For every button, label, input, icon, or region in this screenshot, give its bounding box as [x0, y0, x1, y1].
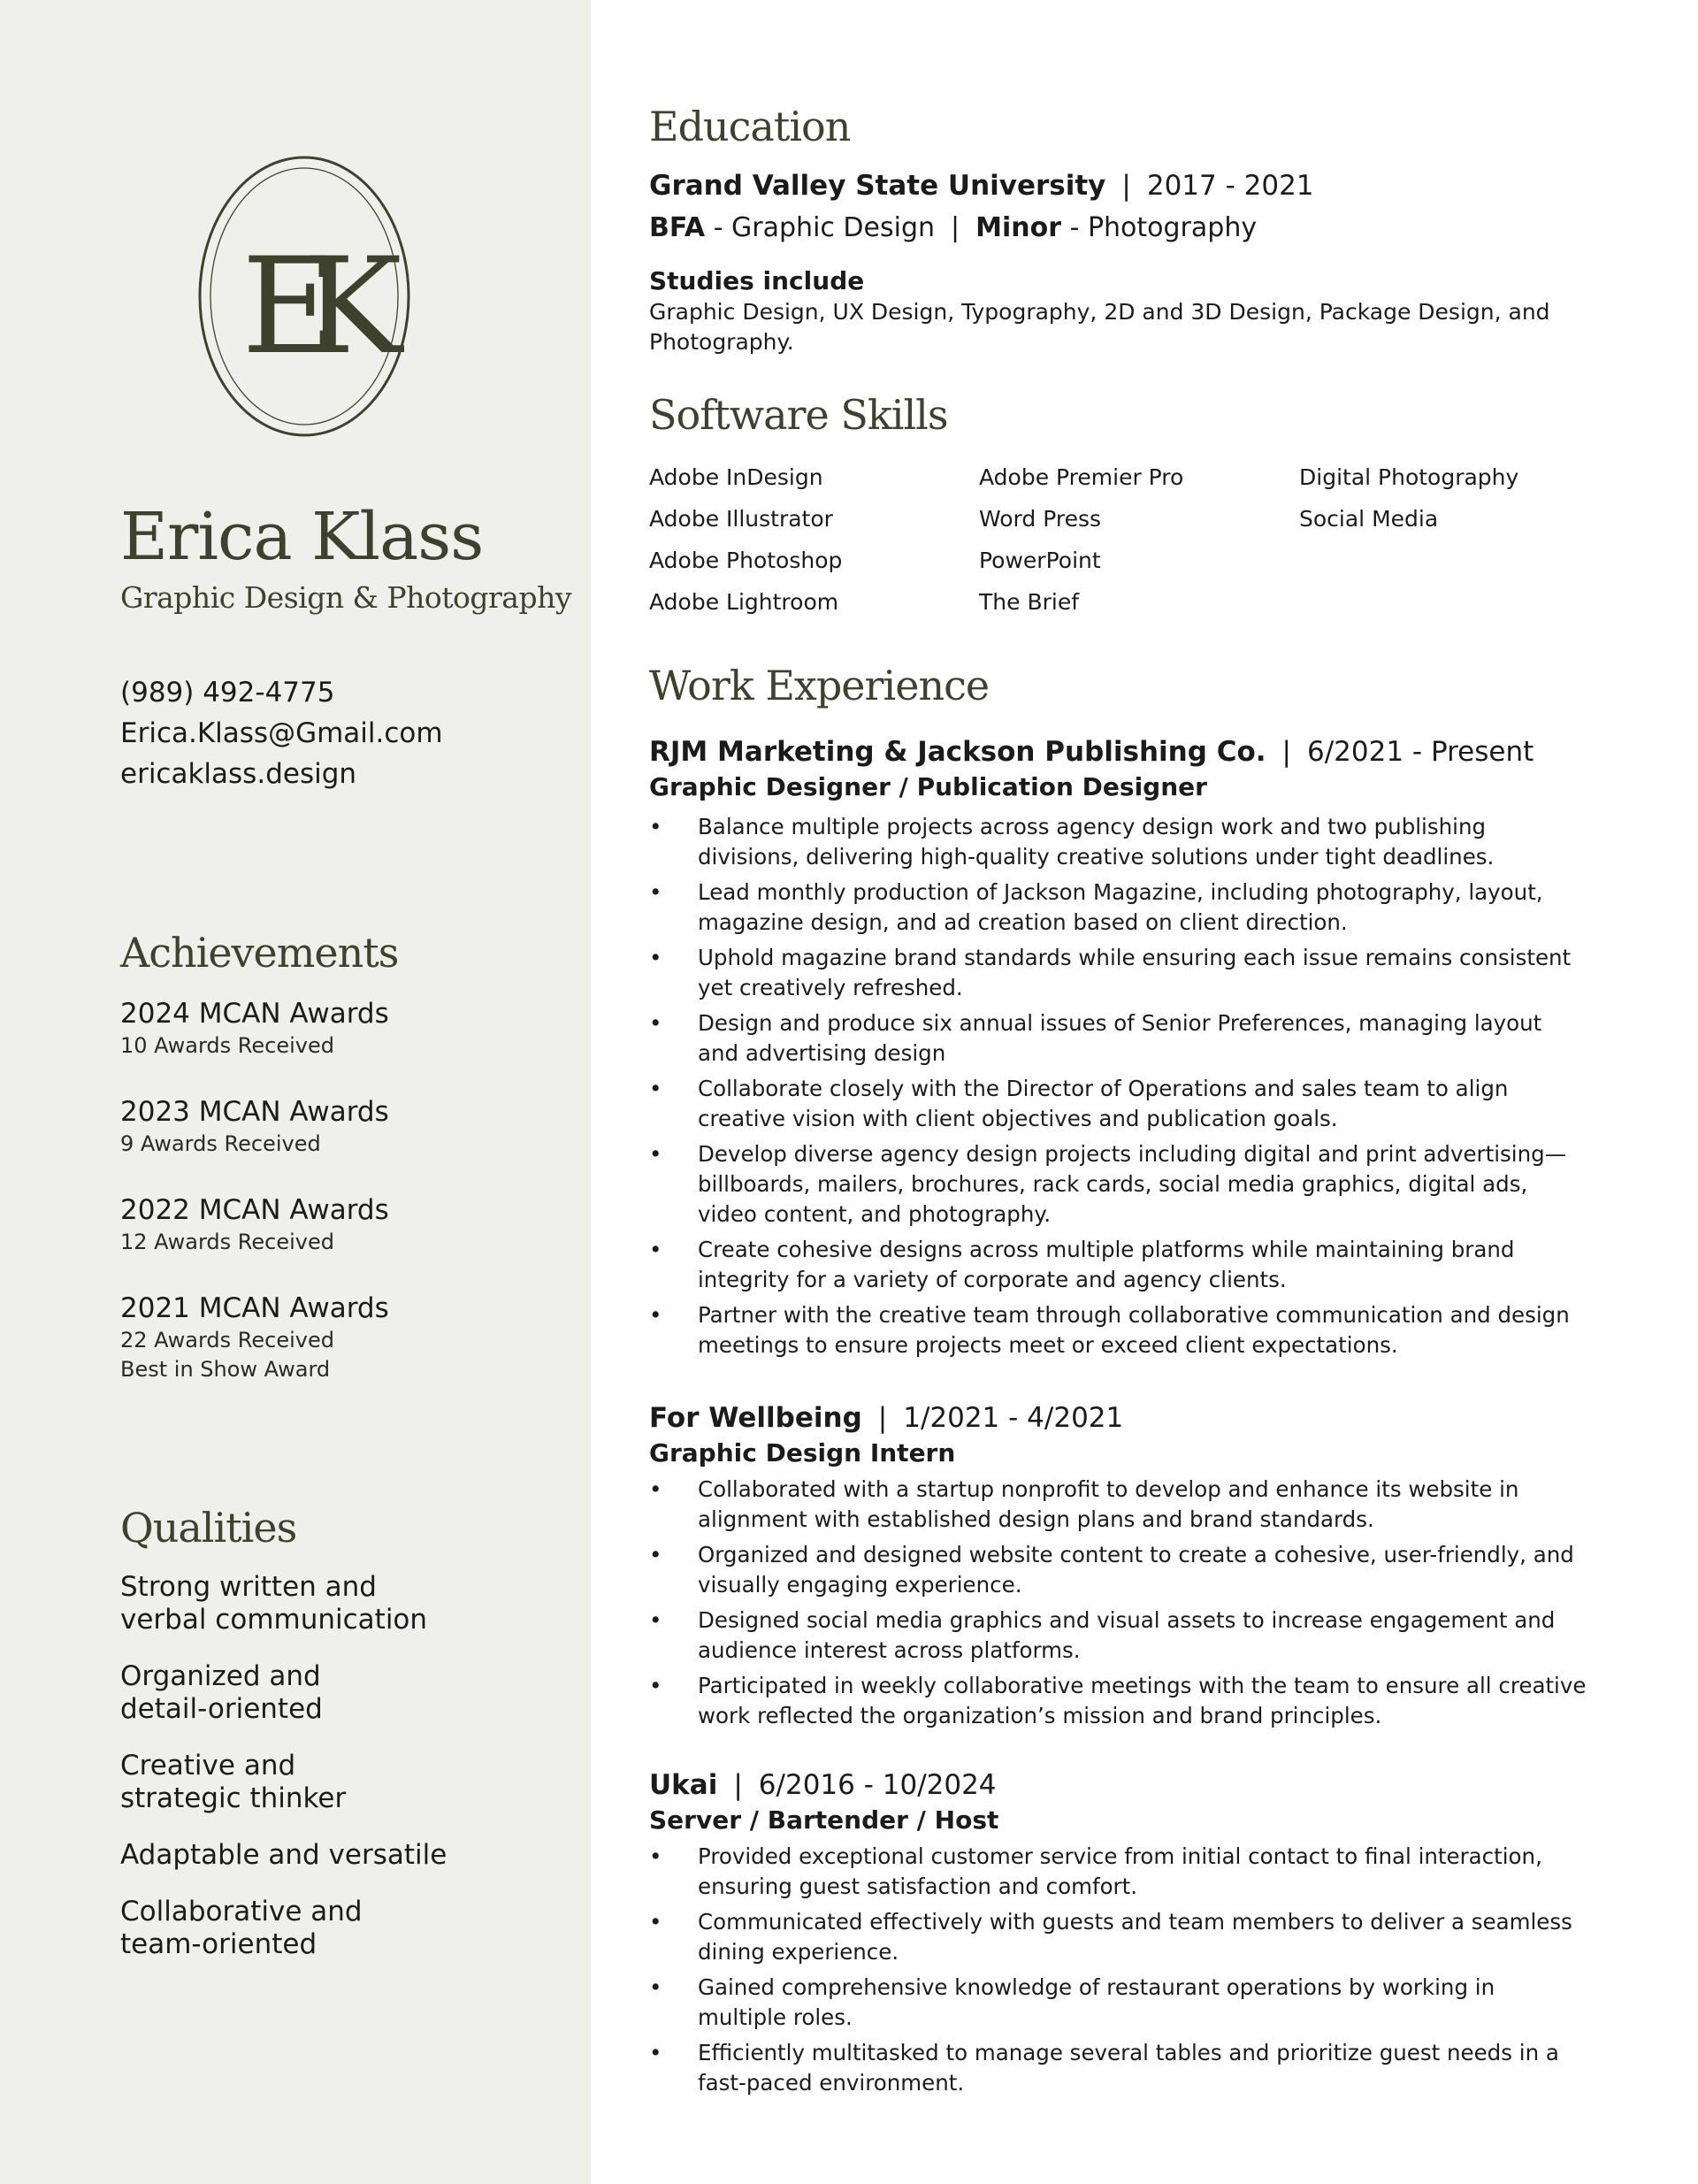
job-dates: 1/2021 - 4/2021	[903, 1402, 1124, 1434]
website: ericaklass.design	[120, 758, 357, 790]
skill-item: Adobe InDesign	[649, 464, 823, 490]
bullet-item: • Design and produce six annual issues of Senior Preferences, managing layout and advertising design	[649, 1008, 1587, 1069]
quality-item	[120, 1660, 456, 1726]
bullet-item: • Efficiently multitasked to manage several tables and prioritize guest needs in a fast-paced environment.	[649, 2038, 1587, 2098]
phone-number: (989) 492-4775	[120, 677, 335, 709]
bullet-item: • Collaborated with a startup nonprofit to develop and enhance its website in alignment with established design plans and brand standards.	[649, 1475, 1587, 1535]
job-dates: 6/2016 - 10/2024	[758, 1769, 997, 1801]
quality-line: Organized and	[120, 1660, 321, 1692]
achievement-item	[120, 996, 562, 1061]
quality-line: team-oriented	[120, 1928, 317, 1960]
achievement-detail: Best in Show Award	[120, 1357, 331, 1382]
bullet-item: • Provided exceptional customer service from initial contact to final interaction, ensuring guest satisfaction and comfort.	[649, 1842, 1587, 1902]
job-entry	[649, 734, 1587, 1366]
achievement-title: 2022 MCAN Awards	[120, 1194, 389, 1226]
company-name: Ukai	[649, 1769, 718, 1801]
quality-line: strategic thinker	[120, 1782, 347, 1814]
degree: - Graphic Design	[713, 212, 936, 243]
education-years: 2017 - 2021	[1146, 170, 1314, 202]
education-school-line	[649, 168, 1314, 203]
qualities-heading: Qualities	[120, 1504, 297, 1552]
skill-item: Adobe Illustrator	[649, 506, 833, 532]
separator: |	[1121, 170, 1131, 202]
achievement-detail: 22 Awards Received	[120, 1328, 334, 1353]
education-degree-line	[649, 211, 1257, 246]
quality-line: Adaptable and versatile	[120, 1839, 447, 1871]
bullet-item: • Designed social media graphics and visual assets to increase engagement and audience interest across platforms.	[649, 1605, 1587, 1666]
quality-line: Creative and	[120, 1750, 296, 1782]
skill-item: PowerPoint	[979, 548, 1101, 573]
tagline: Graphic Design & Photography	[120, 580, 571, 615]
achievement-title: 2021 MCAN Awards	[120, 1292, 389, 1324]
bullet-item: • Lead monthly production of Jackson Magazine, including photography, layout, magazine design, and ad creation based on client direction.	[649, 877, 1587, 938]
qualities-list	[120, 1571, 562, 1985]
monogram-logo	[198, 156, 410, 437]
job-role: Graphic Design Intern	[649, 1438, 956, 1467]
job-entry	[649, 1767, 1587, 2104]
achievement-detail: 9 Awards Received	[120, 1131, 321, 1156]
skills-heading: Software Skills	[649, 391, 948, 439]
achievement-item	[120, 1094, 562, 1159]
contact-block	[120, 672, 443, 794]
separator: |	[1281, 736, 1291, 768]
separator: |	[951, 212, 960, 243]
experience-heading: Work Experience	[649, 662, 990, 709]
bullet-item: • Uphold magazine brand standards while ensuring each issue remains consistent yet creatively refreshed.	[649, 943, 1587, 1003]
achievement-title: 2023 MCAN Awards	[120, 1096, 389, 1128]
achievement-detail: 10 Awards Received	[120, 1033, 334, 1058]
skills-grid	[649, 463, 1622, 617]
quality-item	[120, 1896, 456, 1961]
achievement-title: 2024 MCAN Awards	[120, 998, 389, 1030]
separator: |	[877, 1402, 888, 1434]
studies-heading: Studies include	[649, 266, 865, 295]
quality-line: verbal communication	[120, 1604, 428, 1636]
achievement-item	[120, 1291, 562, 1384]
bullet-item: • Balance multiple projects across agency design work and two publishing divisions, delivering high-quality creative solutions under tight deadlines.	[649, 812, 1587, 872]
job-dates: 6/2021 - Present	[1307, 736, 1534, 768]
achievements-heading: Achievements	[120, 929, 399, 977]
job-entry	[649, 1400, 1587, 1736]
skill-item: Word Press	[979, 506, 1102, 532]
quality-item	[120, 1839, 456, 1872]
bullet-item: • Participated in weekly collaborative meetings with the team to ensure all creative work reflected the organization’s mission and brand principles.	[649, 1671, 1587, 1731]
bullet-item: • Create cohesive designs across multiple platforms while maintaining brand integrity for a variety of corporate and agency clients.	[649, 1235, 1587, 1295]
quality-item	[120, 1571, 456, 1636]
candidate-name: Erica Klass	[120, 499, 484, 575]
job-title-line	[649, 734, 1587, 770]
bullet-item: • Partner with the creative team through collaborative communication and design meetings to ensure projects meet or exceed client expectations.	[649, 1300, 1587, 1360]
school-name: Grand Valley State University	[649, 170, 1106, 202]
company-name: RJM Marketing & Jackson Publishing Co.	[649, 736, 1266, 768]
degree-label: BFA	[649, 212, 706, 243]
email-address: Erica.Klass@Gmail.com	[120, 717, 443, 749]
skill-item: Adobe Premier Pro	[979, 464, 1184, 490]
monogram-text: EK	[241, 230, 367, 384]
job-title-line	[649, 1767, 1587, 1803]
achievement-item	[120, 1192, 562, 1257]
job-title-line	[649, 1400, 1587, 1436]
bullet-item: • Collaborate closely with the Director of Operations and sales team to align creative vision with client objectives and publication goals.	[649, 1074, 1587, 1134]
achievements-list	[120, 996, 562, 1418]
education-heading: Education	[649, 103, 851, 150]
bullet-item: • Develop diverse agency design projects including digital and print advertising—billboards, mailers, brochures, rack cards, social media graphics, digital ads, video content, and photography.	[649, 1139, 1587, 1230]
minor: - Photography	[1069, 212, 1258, 243]
skill-item: Social Media	[1299, 506, 1439, 532]
quality-item	[120, 1750, 456, 1815]
bullet-item: • Communicated effectively with guests and team members to deliver a seamless dining experience.	[649, 1907, 1587, 1967]
job-role: Server / Bartender / Host	[649, 1805, 999, 1835]
skill-item: Adobe Lightroom	[649, 589, 839, 615]
minor-label: Minor	[975, 212, 1062, 243]
skill-item: Adobe Photoshop	[649, 548, 843, 573]
quality-line: detail-oriented	[120, 1693, 323, 1725]
job-bullets	[649, 1842, 1587, 2098]
job-role: Graphic Designer / Publication Designer	[649, 772, 1207, 801]
studies-text: Graphic Design, UX Design, Typography, 2D and 3D Design, Package Design, and Photography.	[649, 299, 1550, 355]
bullet-item: • Gained comprehensive knowledge of restaurant operations by working in multiple roles.	[649, 1973, 1587, 2033]
job-bullets	[649, 812, 1587, 1360]
bullet-item: • Organized and designed website content to create a cohesive, user-friendly, and visually engaging experience.	[649, 1540, 1587, 1600]
quality-line: Collaborative and	[120, 1896, 363, 1927]
separator: |	[733, 1769, 743, 1801]
skill-item: The Brief	[979, 589, 1080, 615]
job-bullets	[649, 1475, 1587, 1731]
skill-item: Digital Photography	[1299, 464, 1519, 490]
company-name: For Wellbeing	[649, 1402, 862, 1434]
achievement-detail: 12 Awards Received	[120, 1230, 334, 1254]
quality-line: Strong written and	[120, 1571, 377, 1603]
